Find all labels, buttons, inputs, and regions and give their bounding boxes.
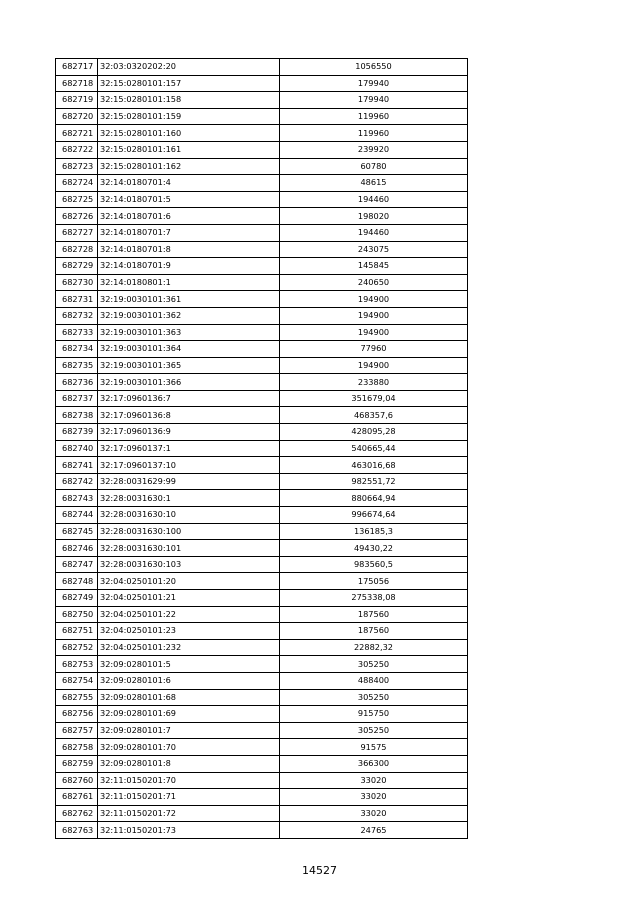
row-id-cell: 682749: [56, 590, 98, 607]
cadastral-number-cell: 32:28:0031630:101: [98, 540, 280, 557]
value-cell: 468357,6: [280, 407, 468, 424]
value-cell: 22882,32: [280, 639, 468, 656]
cadastral-number-cell: 32:15:0280101:158: [98, 92, 280, 109]
row-id-cell: 682734: [56, 341, 98, 358]
table-row: [56, 390, 468, 407]
cadastral-number-cell: 32:15:0280101:157: [98, 75, 280, 92]
row-id-cell: 682733: [56, 324, 98, 341]
cadastral-number-cell: 32:14:0180701:8: [98, 241, 280, 258]
cadastral-number-cell: 32:04:0250101:23: [98, 623, 280, 640]
table-row: [56, 473, 468, 490]
cadastral-number-cell: 32:19:0030101:361: [98, 291, 280, 308]
table-row: [56, 789, 468, 806]
value-cell: 179940: [280, 75, 468, 92]
cadastral-number-cell: 32:09:0280101:6: [98, 672, 280, 689]
row-id-cell: 682762: [56, 805, 98, 822]
row-id-cell: 682753: [56, 656, 98, 673]
table-row: [56, 75, 468, 92]
value-cell: 540665,44: [280, 440, 468, 457]
row-id-cell: 682741: [56, 457, 98, 474]
value-cell: 194460: [280, 191, 468, 208]
value-cell: 239920: [280, 141, 468, 158]
cadastral-number-cell: 32:09:0280101:7: [98, 722, 280, 739]
row-id-cell: 682757: [56, 722, 98, 739]
value-cell: 33020: [280, 772, 468, 789]
row-id-cell: 682758: [56, 739, 98, 756]
value-cell: 194900: [280, 357, 468, 374]
value-cell: 305250: [280, 722, 468, 739]
row-id-cell: 682729: [56, 258, 98, 275]
table-row: [56, 324, 468, 341]
value-cell: 33020: [280, 805, 468, 822]
row-id-cell: 682748: [56, 573, 98, 590]
table-row: [56, 573, 468, 590]
table-row: [56, 59, 468, 76]
cadastral-number-cell: 32:04:0250101:232: [98, 639, 280, 656]
row-id-cell: 682726: [56, 208, 98, 225]
value-cell: 463016,68: [280, 457, 468, 474]
row-id-cell: 682721: [56, 125, 98, 142]
value-cell: 428095,28: [280, 424, 468, 441]
row-id-cell: 682744: [56, 507, 98, 524]
table-row: [56, 755, 468, 772]
table-row: [56, 457, 468, 474]
row-id-cell: 682718: [56, 75, 98, 92]
row-id-cell: 682763: [56, 822, 98, 839]
table-row: [56, 805, 468, 822]
cadastral-number-cell: 32:28:0031630:100: [98, 523, 280, 540]
value-cell: 91575: [280, 739, 468, 756]
table-row: [56, 424, 468, 441]
row-id-cell: 682740: [56, 440, 98, 457]
value-cell: 240650: [280, 274, 468, 291]
cadastral-number-cell: 32:19:0030101:365: [98, 357, 280, 374]
table-row: [56, 158, 468, 175]
cadastral-number-cell: 32:19:0030101:366: [98, 374, 280, 391]
table-row: [56, 672, 468, 689]
row-id-cell: 682745: [56, 523, 98, 540]
table-row: [56, 175, 468, 192]
value-cell: 60780: [280, 158, 468, 175]
table-row: [56, 772, 468, 789]
value-cell: 880664,94: [280, 490, 468, 507]
row-id-cell: 682727: [56, 224, 98, 241]
value-cell: 136185,3: [280, 523, 468, 540]
table-row: [56, 92, 468, 109]
table-row: [56, 739, 468, 756]
value-cell: 305250: [280, 656, 468, 673]
table-row: [56, 191, 468, 208]
row-id-cell: 682724: [56, 175, 98, 192]
cadastral-number-cell: 32:14:0180701:7: [98, 224, 280, 241]
cadastral-number-cell: 32:17:0960136:7: [98, 390, 280, 407]
table-row: [56, 706, 468, 723]
cadastral-number-cell: 32:04:0250101:22: [98, 606, 280, 623]
cadastral-number-cell: 32:09:0280101:69: [98, 706, 280, 723]
table-row: [56, 623, 468, 640]
row-id-cell: 682730: [56, 274, 98, 291]
cadastral-number-cell: 32:15:0280101:161: [98, 141, 280, 158]
cadastral-number-cell: 32:17:0960137:1: [98, 440, 280, 457]
row-id-cell: 682747: [56, 556, 98, 573]
value-cell: 305250: [280, 689, 468, 706]
row-id-cell: 682717: [56, 59, 98, 76]
cadastral-number-cell: 32:14:0180701:6: [98, 208, 280, 225]
row-id-cell: 682759: [56, 755, 98, 772]
row-id-cell: 682761: [56, 789, 98, 806]
table-row: [56, 689, 468, 706]
row-id-cell: 682750: [56, 606, 98, 623]
value-cell: 982551,72: [280, 473, 468, 490]
table-row: [56, 357, 468, 374]
row-id-cell: 682731: [56, 291, 98, 308]
table-row: [56, 241, 468, 258]
cadastral-number-cell: 32:14:0180701:9: [98, 258, 280, 275]
value-cell: 194460: [280, 224, 468, 241]
cadastral-number-cell: 32:15:0280101:162: [98, 158, 280, 175]
table-row: [56, 590, 468, 607]
row-id-cell: 682728: [56, 241, 98, 258]
cadastral-number-cell: 32:28:0031630:10: [98, 507, 280, 524]
cadastral-number-cell: 32:19:0030101:363: [98, 324, 280, 341]
table-row: [56, 656, 468, 673]
value-cell: 48615: [280, 175, 468, 192]
row-id-cell: 682736: [56, 374, 98, 391]
row-id-cell: 682756: [56, 706, 98, 723]
value-cell: 198020: [280, 208, 468, 225]
row-id-cell: 682722: [56, 141, 98, 158]
table-row: [56, 822, 468, 839]
value-cell: 77960: [280, 341, 468, 358]
table-row: [56, 507, 468, 524]
cadastral-number-cell: 32:15:0280101:159: [98, 108, 280, 125]
table-body: [56, 59, 468, 839]
value-cell: 233880: [280, 374, 468, 391]
table-row: [56, 141, 468, 158]
table-row: [56, 291, 468, 308]
cadastral-number-cell: 32:17:0960136:8: [98, 407, 280, 424]
row-id-cell: 682738: [56, 407, 98, 424]
cadastral-number-cell: 32:28:0031629:99: [98, 473, 280, 490]
value-cell: 24765: [280, 822, 468, 839]
cadastral-number-cell: 32:15:0280101:160: [98, 125, 280, 142]
table-row: [56, 258, 468, 275]
table-row: [56, 374, 468, 391]
table-row: [56, 606, 468, 623]
row-id-cell: 682743: [56, 490, 98, 507]
cadastral-number-cell: 32:17:0960137:10: [98, 457, 280, 474]
table-row: [56, 639, 468, 656]
row-id-cell: 682752: [56, 639, 98, 656]
row-id-cell: 682735: [56, 357, 98, 374]
cadastral-number-cell: 32:11:0150201:72: [98, 805, 280, 822]
table-row: [56, 490, 468, 507]
value-cell: 996674,64: [280, 507, 468, 524]
value-cell: 915750: [280, 706, 468, 723]
row-id-cell: 682719: [56, 92, 98, 109]
value-cell: 145845: [280, 258, 468, 275]
page-number: 14527: [302, 864, 337, 877]
cadastral-number-cell: 32:11:0150201:73: [98, 822, 280, 839]
table-row: [56, 125, 468, 142]
value-cell: 1056550: [280, 59, 468, 76]
value-cell: 175056: [280, 573, 468, 590]
cadastral-number-cell: 32:28:0031630:1: [98, 490, 280, 507]
cadastral-number-cell: 32:09:0280101:8: [98, 755, 280, 772]
value-cell: 983560,5: [280, 556, 468, 573]
row-id-cell: 682742: [56, 473, 98, 490]
table-row: [56, 523, 468, 540]
row-id-cell: 682755: [56, 689, 98, 706]
row-id-cell: 682751: [56, 623, 98, 640]
cadastral-number-cell: 32:09:0280101:68: [98, 689, 280, 706]
value-cell: 366300: [280, 755, 468, 772]
cadastral-number-cell: 32:17:0960136:9: [98, 424, 280, 441]
row-id-cell: 682737: [56, 390, 98, 407]
row-id-cell: 682746: [56, 540, 98, 557]
cadastral-number-cell: 32:14:0180701:5: [98, 191, 280, 208]
row-id-cell: 682732: [56, 307, 98, 324]
cadastral-number-cell: 32:28:0031630:103: [98, 556, 280, 573]
data-table: [55, 58, 468, 839]
value-cell: 49430,22: [280, 540, 468, 557]
value-cell: 119960: [280, 108, 468, 125]
value-cell: 275338,08: [280, 590, 468, 607]
table-row: [56, 307, 468, 324]
value-cell: 194900: [280, 324, 468, 341]
row-id-cell: 682723: [56, 158, 98, 175]
row-id-cell: 682725: [56, 191, 98, 208]
value-cell: 179940: [280, 92, 468, 109]
table-row: [56, 540, 468, 557]
table-row: [56, 108, 468, 125]
cadastral-number-cell: 32:03:0320202:20: [98, 59, 280, 76]
cadastral-number-cell: 32:14:0180701:4: [98, 175, 280, 192]
cadastral-number-cell: 32:04:0250101:21: [98, 590, 280, 607]
value-cell: 488400: [280, 672, 468, 689]
cadastral-number-cell: 32:14:0180801:1: [98, 274, 280, 291]
value-cell: 194900: [280, 307, 468, 324]
value-cell: 187560: [280, 606, 468, 623]
cadastral-number-cell: 32:09:0280101:70: [98, 739, 280, 756]
value-cell: 119960: [280, 125, 468, 142]
row-id-cell: 682760: [56, 772, 98, 789]
cadastral-number-cell: 32:04:0250101:20: [98, 573, 280, 590]
value-cell: 243075: [280, 241, 468, 258]
table-row: [56, 722, 468, 739]
row-id-cell: 682754: [56, 672, 98, 689]
table-row: [56, 556, 468, 573]
value-cell: 194900: [280, 291, 468, 308]
cadastral-number-cell: 32:09:0280101:5: [98, 656, 280, 673]
row-id-cell: 682739: [56, 424, 98, 441]
cadastral-number-cell: 32:11:0150201:71: [98, 789, 280, 806]
table-row: [56, 440, 468, 457]
value-cell: 351679,04: [280, 390, 468, 407]
table-row: [56, 208, 468, 225]
value-cell: 187560: [280, 623, 468, 640]
cadastral-number-cell: 32:11:0150201:70: [98, 772, 280, 789]
table-row: [56, 274, 468, 291]
table-row: [56, 407, 468, 424]
cadastral-number-cell: 32:19:0030101:362: [98, 307, 280, 324]
value-cell: 33020: [280, 789, 468, 806]
cadastral-number-cell: 32:19:0030101:364: [98, 341, 280, 358]
table-row: [56, 341, 468, 358]
table-row: [56, 224, 468, 241]
row-id-cell: 682720: [56, 108, 98, 125]
